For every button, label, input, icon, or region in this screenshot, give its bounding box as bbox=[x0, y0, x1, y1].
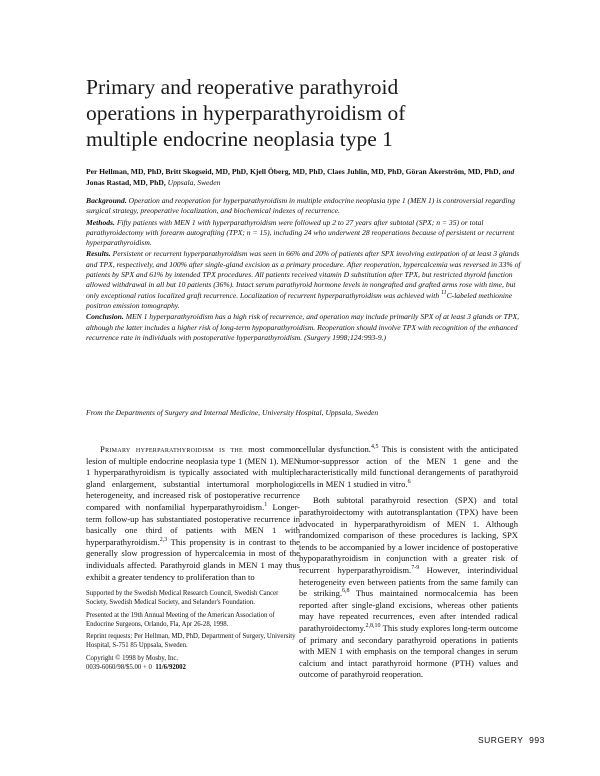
footnotes bbox=[86, 589, 296, 675]
title-line-2: operations in hyperparathyroidism of bbox=[86, 101, 406, 125]
methods-label: Methods. bbox=[86, 217, 115, 227]
intro-paragraph bbox=[86, 444, 300, 583]
right-paragraph-1 bbox=[299, 444, 518, 490]
title-line-1: Primary and reoperative parathyroid bbox=[86, 75, 399, 99]
ref-1: 1 bbox=[264, 501, 268, 508]
ref-2-3: 2,3 bbox=[159, 536, 168, 543]
journal-name: SURGERY bbox=[478, 735, 524, 745]
and-word: and bbox=[502, 167, 515, 176]
ref-7-9: 7-9 bbox=[411, 564, 420, 571]
footnote-reprint: Reprint requests: Per Hellman, MD, PhD, Department of Surgery, University Hospital, S-751 85 Uppsala, Sweden. bbox=[86, 633, 296, 650]
abstract bbox=[86, 196, 526, 344]
issn-code: 0039-6060/98/$5.00 + 0 bbox=[86, 664, 152, 672]
background-text: Operation and reoperation for hyperparathyroidism in multiple endocrine neoplasia type 1 (MEN 1) is controversial regarding surgical strategy, preoperative localization, and biochemical indexes of recurrence. bbox=[86, 196, 516, 216]
title-line-3: multiple endocrine neoplasia type 1 bbox=[86, 127, 393, 151]
results-text-1: Persistent or recurrent hyperparathyroidism was seen in 66% and 20% of patients after SPX involving extirpation of at least 3 glands and TPX, respectively, and 100% after single-gland excision as a primary procedure. After reoperation, hypercalcemia was reversed in 33% of patients by SPX and 61% by intended TPX procedures. All patients received vitamin D substitution after TPX, but restricted thyroid function allowed withdrawal in all but 10 patients (36%). Intact serum parathyroid hormone levels in nongrafted and grafted arms rose with time, but only exceptional ratios localized graft recurrence. Localization of recurrent hyperparathyroidism was achieved with bbox=[86, 249, 521, 300]
abstract-results bbox=[86, 249, 526, 311]
intro-text-b: Longer-term follow-up has substantiated postoperative recurrence in basically one third of patients with MEN 1 with hyperparathyroidism. bbox=[86, 501, 300, 547]
article-code: 11/6/92002 bbox=[155, 664, 186, 672]
abstract-methods bbox=[86, 218, 526, 249]
lead-smallcaps: Primary hyperparathyroidism is the bbox=[100, 444, 244, 454]
ref-6: 6 bbox=[407, 478, 411, 485]
ref-2-8-10: 2,8,10 bbox=[365, 622, 381, 629]
right-text-2c: Thus maintained normocalcemia has been reported after single-gland excisions, whereas other patients may have repeated recurrences, even after intended radical parathyroidectomy. bbox=[299, 588, 519, 633]
conclusion-label: Conclusion. bbox=[86, 312, 124, 322]
citation: (Surgery 1998;124:993-9.) bbox=[304, 332, 387, 342]
ref-4-5: 4,5 bbox=[370, 444, 379, 450]
body-column-right bbox=[299, 444, 518, 681]
author-list bbox=[86, 166, 526, 188]
page-footer bbox=[478, 735, 545, 745]
results-text-2: C-labeled methionine positron emission tomography. bbox=[86, 290, 513, 310]
right-text-2d: This study explores long-term outcome of primary and secondary parathyroid operations in patients with MEN 1 with emphasis on the temporal changes in serum calcium and intact parathyroid hormone (PTH) values and outcome of parathyroid reoperation. bbox=[299, 622, 518, 680]
body-column-left bbox=[86, 444, 300, 583]
abstract-conclusion bbox=[86, 312, 526, 343]
article-title bbox=[86, 74, 526, 152]
ref-6-8: 6,8 bbox=[342, 588, 350, 595]
intro-text-c: This propensity is in contrast to the generally slow progression of hypercalcemia in most of the individuals affected. Parathyroid glands in MEN 1 may thus exhibit a greater tendency to proliferation than to bbox=[86, 536, 300, 582]
results-superscript: 11 bbox=[441, 289, 447, 296]
right-text-1a: cellular dysfunction. bbox=[299, 444, 371, 454]
intro-text-a: most common lesion of multiple endocrine neoplasia type 1 (MEN 1). MEN 1 hyperparathyroidism is typically associated with multiple gland enlargement, substantial intertumoral morphologic heterogeneity, and increased risk of postoperative recurrence compared with nonfamilial hyperparathyroidism. bbox=[86, 444, 300, 512]
methods-text: Fifty patients with MEN 1 with hyperparathyroidism were followed up 2 to 27 years after subtotal (SPX; n = 35) or total parathyroidectomy with forearm autografting (TPX; n = 15), including 24 who underwent 28 reoperations because of persistent or recurrent hyperparathyroidism. bbox=[86, 217, 515, 248]
last-author: Jonas Rastad, MD, PhD, bbox=[86, 178, 166, 187]
footnote-supported: Supported by the Swedish Medical Research Council, Swedish Cancer Society, Swedish Medical Society, and Selander's Foundation. bbox=[86, 590, 279, 607]
right-text-2b: However, interindividual heterogeneity even between patients from the same family can be striking. bbox=[299, 564, 518, 599]
author-names: Per Hellman, MD, PhD, Britt Skogseid, MD, PhD, Kjell Öberg, MD, PhD, Claes Juhlin, MD, PhD, Göran Åkerström, MD, PhD, bbox=[86, 167, 501, 176]
results-label: Results. bbox=[86, 249, 111, 259]
right-paragraph-2 bbox=[299, 495, 518, 681]
conclusion-text: MEN 1 hyperparathyroidism has a high risk of recurrence, and operation may include primarily SPX of at least 3 glands or TPX, although the latter includes a higher risk of long-term hypoparathyroidism. Reoperation should involve TPX with recognition of the enhanced recurrence rate in individuals with postoperative hyperparathyroidism. bbox=[86, 312, 520, 342]
footnote-code bbox=[86, 663, 296, 672]
right-text-2a: Both subtotal parathyroid resection (SPX) and total parathyroidectomy with autotransplantation (TPX) have been advocated in hyperparathyroidism of MEN 1. Although randomized comparison of these procedures is lacking, SPX tends to be accompanied by a lower incidence of postoperative hypoparathyroidism in conjunction with a greater risk of recurrent hyperparathyroidism. bbox=[299, 495, 518, 575]
author-affiliation: Uppsala, Sweden bbox=[167, 178, 221, 187]
abstract-background bbox=[86, 196, 526, 217]
background-label: Background. bbox=[86, 196, 127, 205]
footnote-copyright: Copyright © 1998 by Mosby, Inc. bbox=[86, 654, 179, 662]
page-number: 993 bbox=[529, 735, 545, 745]
footnote-presented: Presented at the 19th Annual Meeting of the American Association of Endocrine Surgeons, Orlando, Fla, Apr 26-28, 1998. bbox=[86, 611, 275, 628]
department-line: From the Departments of Surgery and Internal Medicine, University Hospital, Uppsala, Sweden bbox=[86, 408, 379, 417]
right-text-1b: This is consistent with the anticipated tumor-suppressor action of the MEN 1 gene and the characteristically mild functional derangements of parathyroid cells in MEN 1 studied in vitro. bbox=[299, 444, 519, 489]
